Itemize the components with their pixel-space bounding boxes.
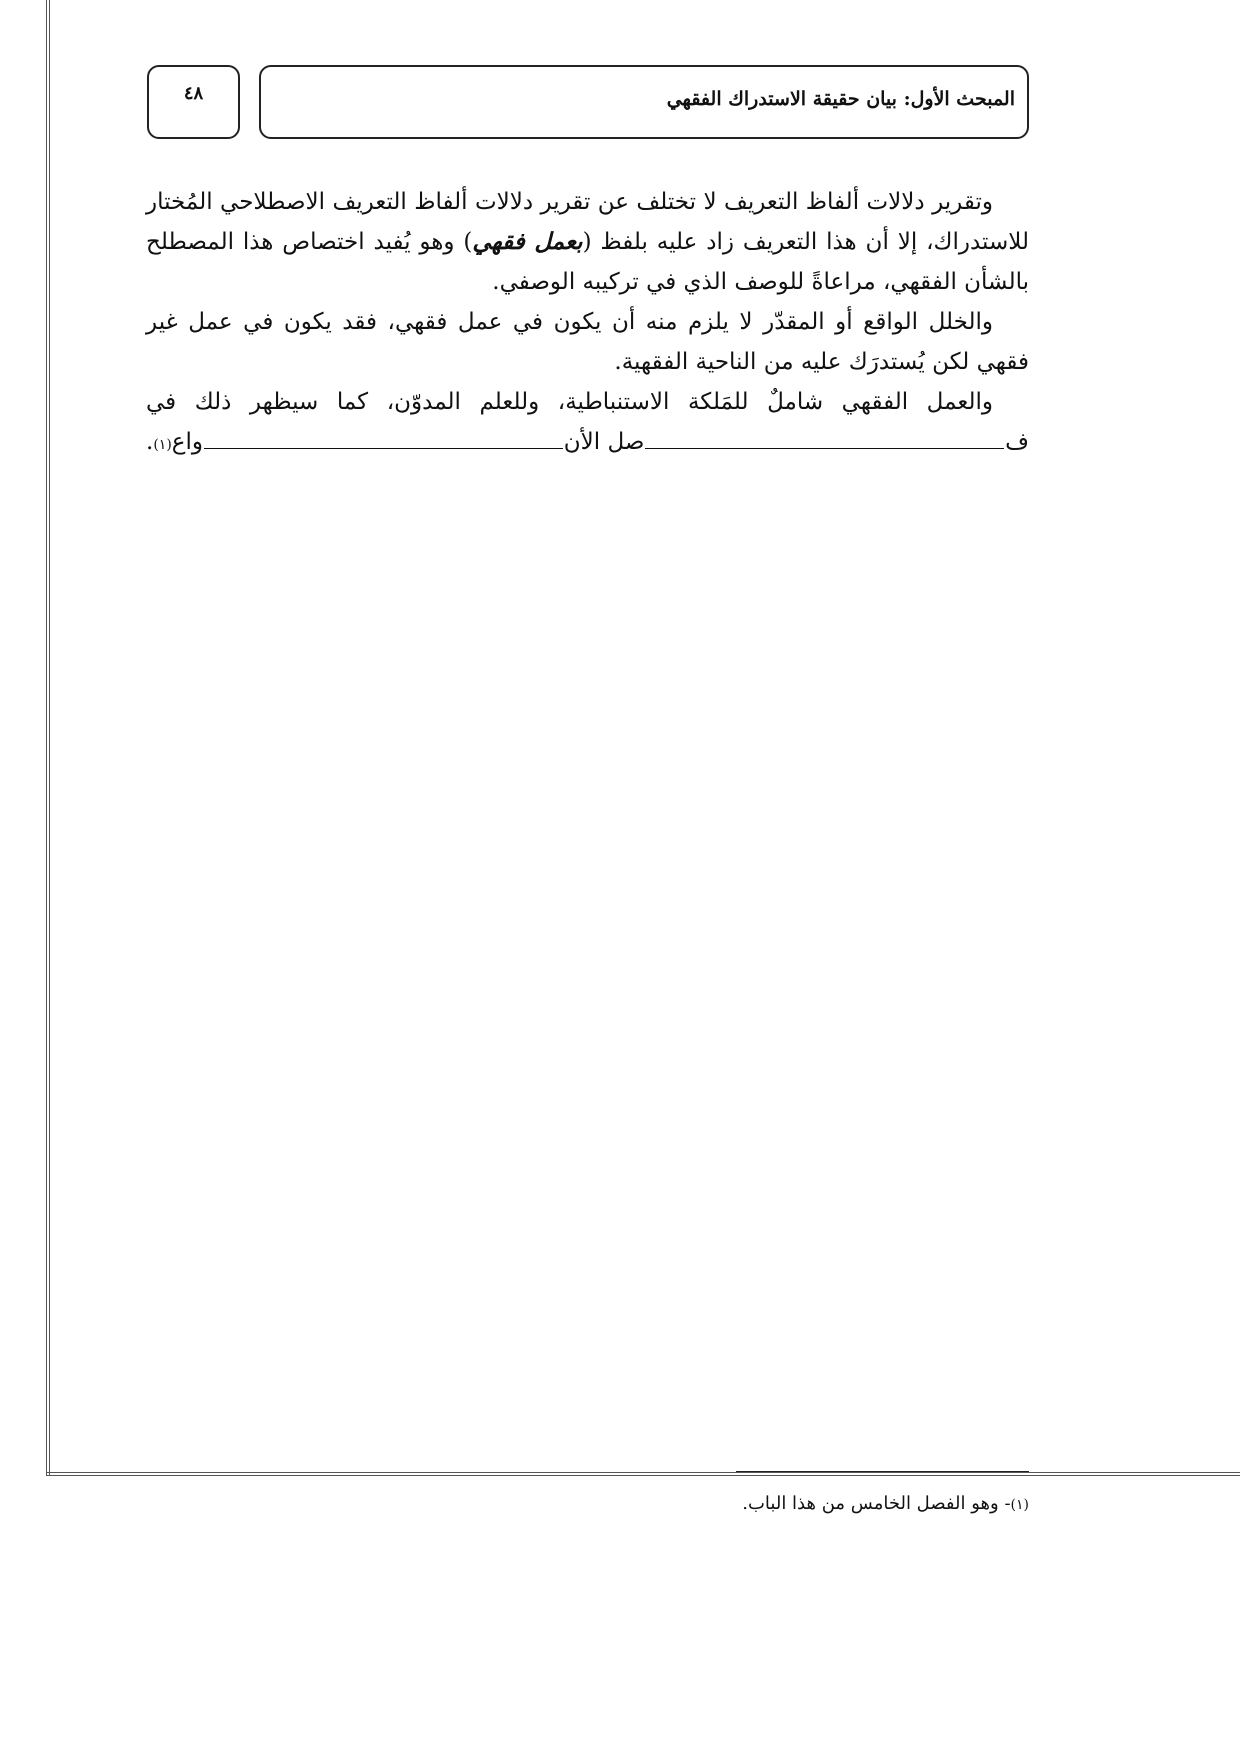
paragraph-1 xyxy=(146,182,1029,302)
paragraph-1-end: ) وهو يُفيد اختصاص هذا المصطلح بالشأن الفقهي، مراعاةً للوصف الذي في تركيبه الوصفي. xyxy=(146,229,1029,295)
page-number: ٤٨ xyxy=(183,82,204,104)
page-frame-left xyxy=(46,0,50,1476)
paragraph-1-start: وتقرير دلالات ألفاظ التعريف لا تختلف عن تقرير دلالات ألفاظ التعريف الاصطلاحي المُختار للاستدراك، إلا أن هذا التعريف زاد عليه بلفظ ( xyxy=(146,189,1029,255)
stretched-word-part-3: واع xyxy=(171,429,204,455)
footnote xyxy=(146,1490,1029,1519)
kashida-stretch xyxy=(204,447,563,449)
main-text xyxy=(146,182,1029,462)
footnote-marker: (١) xyxy=(1010,1497,1029,1513)
kashida-stretch xyxy=(645,447,1004,449)
footnote-text: - وهو الفصل الخامس من هذا الباب. xyxy=(742,1493,1011,1514)
paragraph-3-text: والعمل الفقهي شاملٌ للمَلكة الاستنباطية، وللعلم المدوّن، كما سيظهر ذلك في xyxy=(146,389,993,415)
sentence-end: . xyxy=(146,429,154,455)
paragraph-3 xyxy=(146,382,1029,422)
running-header xyxy=(259,65,1029,139)
stretched-word-part-2: صل الأن xyxy=(563,429,645,455)
page-frame-bottom xyxy=(46,1472,1240,1476)
stretched-word-part-1: ف xyxy=(1005,429,1029,455)
emphasized-term: بعمل فقهي xyxy=(472,228,583,255)
running-title: المبحث الأول: بيان حقيقة الاستدراك الفقهي xyxy=(666,88,1015,110)
footnote-separator xyxy=(736,1471,1029,1472)
paragraph-2-text: والخلل الواقع أو المقدّر لا يلزم منه أن يكون في عمل فقهي، فقد يكون في عمل غير فقهي لكن يُستدرَك عليه من الناحية الفقهية. xyxy=(146,309,1029,375)
paragraph-3-last-line: ف صل الأن واع (١) . xyxy=(146,422,1029,462)
paragraph-2 xyxy=(146,302,1029,382)
page-number-box xyxy=(147,65,240,139)
